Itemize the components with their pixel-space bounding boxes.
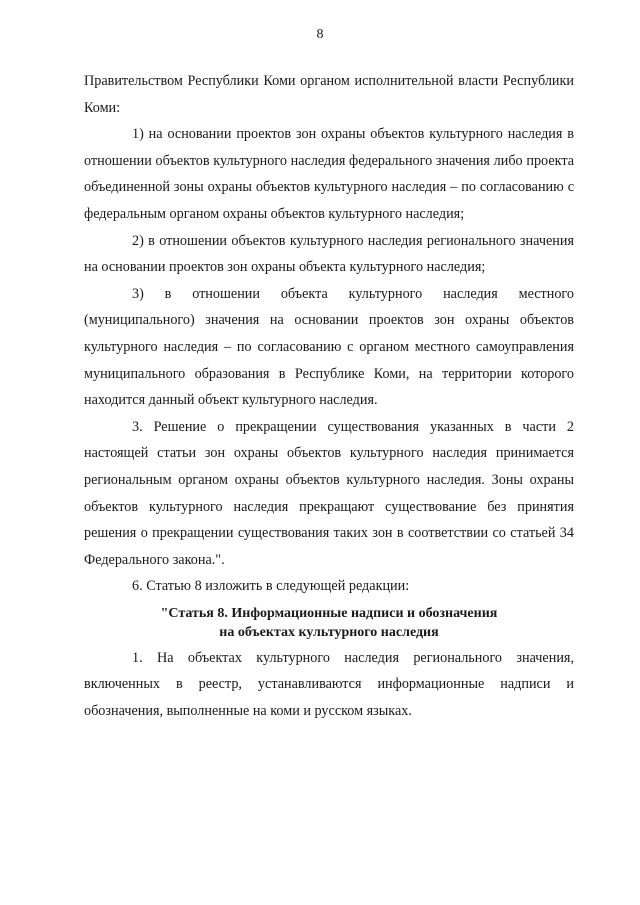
paragraph-part-3: 3. Решение о прекращении существования указанных в части 2 настоящей статьи зон охраны объектов культурного наследия принимается региональным органом охраны объектов культурного наследия. Зоны охраны объектов культурного наследия прекращают существование без принятия решения о прекращении существования таких зон в соответствии со статьей 34 Федерального закона.". [84, 418, 574, 568]
article-heading-line-2: на объектах культурного наследия [219, 624, 439, 640]
paragraph-amendment-6: 6. Статью 8 изложить в следующей редакции: [132, 578, 410, 595]
article-heading-line-1: "Статья 8. Информационные надписи и обозначения [160, 605, 498, 621]
paragraph-item-1: 1) на основании проектов зон охраны объектов культурного наследия в отношении объектов культурного наследия федерального значения либо проекта объединенной зоны охраны объектов культурного наследия – по согласованию с федеральным органом охраны объектов культурного наследия; [84, 126, 574, 222]
article-heading [84, 600, 574, 645]
paragraph-government-body: Правительством Республики Коми органом исполнительной власти Республики Коми: [84, 73, 574, 116]
paragraph-item-2: 2) в отношении объектов культурного наследия регионального значения на основании проектов зон охраны объекта культурного наследия; [84, 232, 574, 276]
document-body [84, 68, 574, 725]
paragraph-article-8-part-1: 1. На объектах культурного наследия регионального значения, включенных в реестр, устанавливаются информационные надписи и обозначения, выполненные на коми и русском языках. [84, 649, 574, 720]
page-number: 8 [316, 27, 324, 42]
paragraph-item-3: 3) в отношении объекта культурного наследия местного (муниципального) значения на основании проектов зон охраны объектов культурного наследия – по согласованию с органом местного самоуправления муниципального образования в Республике Коми, на территории которого находится данный объект культурного наследия. [84, 285, 574, 409]
